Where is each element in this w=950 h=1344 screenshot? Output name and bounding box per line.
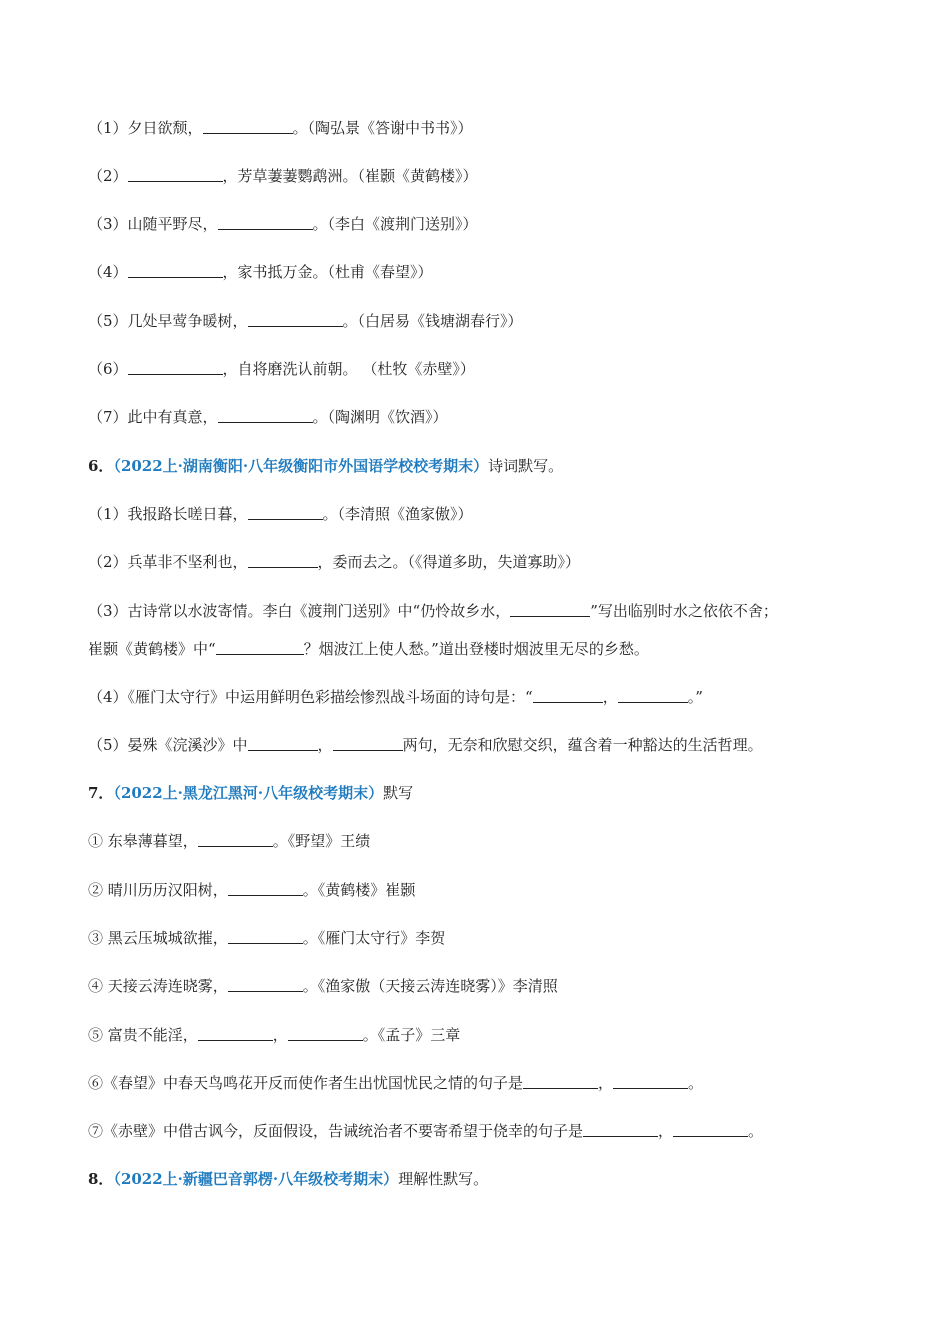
q7-item-4 bbox=[88, 976, 890, 996]
item-text: （4）《雁门太守行》中运用鲜明色彩描绘惨烈战斗场面的诗句是：“ bbox=[88, 688, 533, 706]
item-text: （4） bbox=[88, 263, 128, 281]
q7-item-5 bbox=[88, 1025, 890, 1045]
item-text: （5）几处早莺争暖树， bbox=[88, 312, 248, 330]
q5-item-5 bbox=[88, 311, 890, 331]
question-number: 7． bbox=[88, 784, 114, 802]
item-text: ⑦《赤壁》中借古讽今，反面假设，告诫统治者不要寄希望于侥幸的句子是 bbox=[88, 1122, 584, 1140]
item-text: ？烟波江上使人愁。”道出登楼时烟波里无尽的乡愁。 bbox=[303, 640, 649, 658]
question-number: 6． bbox=[88, 457, 114, 475]
q6-item-4 bbox=[88, 687, 890, 707]
item-text: 。（白居易《钱塘湖春行》） bbox=[342, 312, 523, 330]
item-text: 。《黄鹤楼》崔颢 bbox=[302, 881, 416, 899]
item-text: ，委而去之。（《得道多助，失道寡助》） bbox=[317, 553, 581, 571]
question-8-header bbox=[88, 1169, 890, 1189]
item-text: （6） bbox=[88, 360, 128, 378]
answer-blank[interactable] bbox=[218, 215, 313, 230]
q7-item-2 bbox=[88, 880, 890, 900]
item-text: ， bbox=[598, 1074, 614, 1092]
item-text: （7）此中有真意， bbox=[88, 408, 218, 426]
answer-blank[interactable] bbox=[248, 736, 318, 751]
q6-item-1 bbox=[88, 504, 890, 524]
q7-item-7 bbox=[88, 1121, 890, 1141]
item-text: （2）兵革非不坚利也， bbox=[88, 553, 248, 571]
question-prompt: 诗词默写。 bbox=[488, 457, 564, 475]
item-text: 。《雁门太守行》李贺 bbox=[302, 929, 446, 947]
item-text: 。” bbox=[687, 688, 703, 706]
q5-item-2 bbox=[88, 166, 890, 186]
item-text: 。 bbox=[748, 1122, 764, 1140]
question-prompt: 理解性默写。 bbox=[398, 1170, 489, 1188]
question-number: 8． bbox=[88, 1170, 114, 1188]
item-text: ”写出临别时水之依依不舍； bbox=[590, 602, 778, 620]
q7-item-6 bbox=[88, 1073, 890, 1093]
answer-blank[interactable] bbox=[618, 688, 688, 703]
item-text: ， bbox=[602, 688, 618, 706]
item-text: ， bbox=[658, 1122, 674, 1140]
answer-blank[interactable] bbox=[203, 119, 293, 134]
answer-blank[interactable] bbox=[128, 263, 223, 278]
question-source[interactable]: （2022上·湖南衡阳·八年级衡阳市外国语学校校考期末） bbox=[113, 457, 489, 475]
item-text: ，家书抵万金。（杜甫《春望》） bbox=[222, 263, 433, 281]
answer-blank[interactable] bbox=[248, 505, 323, 520]
answer-blank[interactable] bbox=[216, 640, 304, 655]
item-text: 。《孟子》三章 bbox=[362, 1026, 461, 1044]
item-text: ④ 天接云涛连晓雾， bbox=[88, 977, 228, 995]
answer-blank[interactable] bbox=[583, 1122, 658, 1137]
item-text: ， bbox=[272, 1026, 288, 1044]
item-text: （2） bbox=[88, 167, 128, 185]
question-6-header bbox=[88, 456, 890, 476]
item-text: 两句，无奈和欣慰交织，蕴含着一种豁达的生活哲理。 bbox=[402, 736, 763, 754]
q5-item-6 bbox=[88, 359, 890, 379]
item-text: （5）晏殊《浣溪沙》中 bbox=[88, 736, 248, 754]
answer-blank[interactable] bbox=[128, 167, 223, 182]
item-text: （1）我报路长嗟日暮， bbox=[88, 505, 248, 523]
answer-blank[interactable] bbox=[248, 312, 343, 327]
item-text: 。《野望》王绩 bbox=[272, 832, 371, 850]
item-text: 。（陶渊明《饮酒》） bbox=[312, 408, 448, 426]
answer-blank[interactable] bbox=[218, 408, 313, 423]
q7-item-3 bbox=[88, 928, 890, 948]
item-text: ③ 黑云压城城欲摧， bbox=[88, 929, 228, 947]
q7-item-1 bbox=[88, 831, 890, 851]
item-text: ① 东皋薄暮望， bbox=[88, 832, 198, 850]
item-text: 。《渔家傲（天接云涛连晓雾）》李清照 bbox=[302, 977, 558, 995]
item-text: ，芳草萋萋鹦鹉洲。（崔颢《黄鹤楼》） bbox=[222, 167, 478, 185]
q6-item-5 bbox=[88, 735, 890, 755]
q5-item-7 bbox=[88, 407, 890, 427]
item-text: 。（李清照《渔家傲》） bbox=[322, 505, 473, 523]
item-text: ② 晴川历历汉阳树， bbox=[88, 881, 228, 899]
answer-blank[interactable] bbox=[128, 360, 223, 375]
answer-blank[interactable] bbox=[248, 553, 318, 568]
item-text: ⑥《春望》中春天鸟鸣花开反而使作者生出忧国忧民之情的句子是 bbox=[88, 1074, 524, 1092]
answer-blank[interactable] bbox=[198, 1026, 273, 1041]
q5-item-3 bbox=[88, 214, 890, 234]
question-7-header bbox=[88, 783, 890, 803]
answer-blank[interactable] bbox=[228, 977, 303, 992]
question-source[interactable]: （2022上·黑龙江黑河·八年级校考期末） bbox=[113, 784, 384, 802]
item-text: ， bbox=[317, 736, 333, 754]
answer-blank[interactable] bbox=[288, 1026, 363, 1041]
item-text: （3）古诗常以水波寄情。李白《渡荆门送别》中“仍怜故乡水， bbox=[88, 602, 511, 620]
item-text: （3）山随平野尽， bbox=[88, 215, 218, 233]
item-text: （1）夕日欲颓， bbox=[88, 119, 203, 137]
answer-blank[interactable] bbox=[533, 688, 603, 703]
q5-item-4 bbox=[88, 262, 890, 282]
answer-blank[interactable] bbox=[228, 929, 303, 944]
answer-blank[interactable] bbox=[510, 602, 590, 617]
q6-item-3-line-1 bbox=[88, 601, 890, 621]
item-text: 。 bbox=[688, 1074, 704, 1092]
question-source[interactable]: （2022上·新疆巴音郭楞·八年级校考期末） bbox=[113, 1170, 399, 1188]
item-text: 崔颢《黄鹤楼》中“ bbox=[88, 640, 216, 658]
answer-blank[interactable] bbox=[613, 1074, 688, 1089]
item-text: 。（李白《渡荆门送别》） bbox=[312, 215, 478, 233]
answer-blank[interactable] bbox=[673, 1122, 748, 1137]
item-text: ⑤ 富贵不能淫， bbox=[88, 1026, 198, 1044]
answer-blank[interactable] bbox=[333, 736, 403, 751]
answer-blank[interactable] bbox=[198, 832, 273, 847]
q5-item-1 bbox=[88, 118, 890, 138]
q6-item-2 bbox=[88, 552, 890, 572]
question-prompt: 默写 bbox=[383, 784, 414, 802]
answer-blank[interactable] bbox=[523, 1074, 598, 1089]
answer-blank[interactable] bbox=[228, 881, 303, 896]
item-text: 。（陶弘景《答谢中书书》） bbox=[292, 119, 473, 137]
q6-item-3-line-2 bbox=[88, 639, 890, 659]
item-text: ，自将磨洗认前朝。 （杜牧《赤壁》） bbox=[222, 360, 475, 378]
